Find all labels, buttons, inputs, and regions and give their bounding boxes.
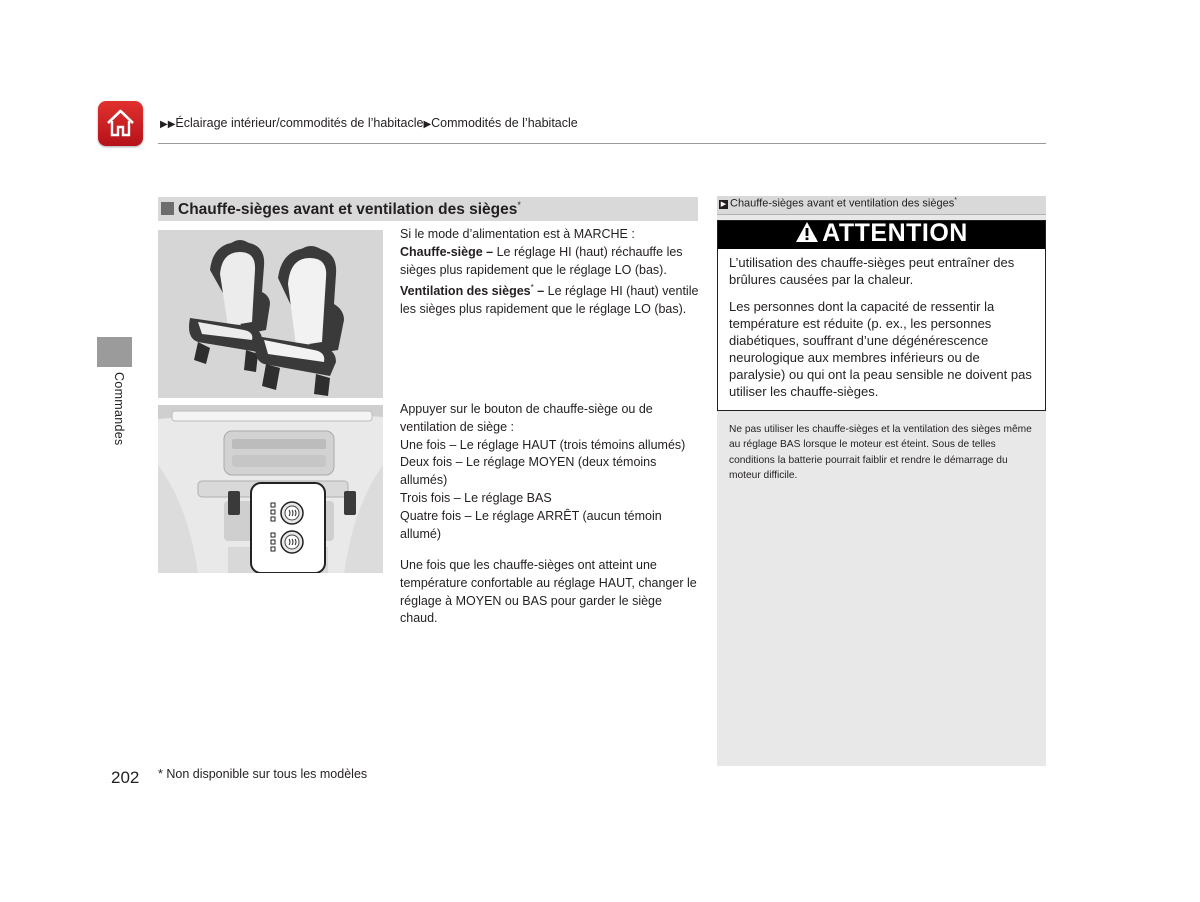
intro-text: Si le mode d’alimentation est à MARCHE : [400,227,635,241]
breadcrumb-link-1[interactable]: Éclairage intérieur/commodités de l’habitacle [175,116,424,130]
warning-paragraph-2: Les personnes dont la capacité de ressentir la température est réduite (p. ex., les personnes diabétiques, souffrant d’une dégénérescence neurologique aux membres inférieurs ou de paralysie) ou qui ont la peau sensible ne doivent pas utiliser les chauffe-sièges. [729,299,1032,399]
warning-triangle-icon [795,221,819,243]
breadcrumb-link-2[interactable]: Commodités de l’habitacle [431,116,578,130]
home-icon [104,107,137,140]
warning-paragraph-1: L’utilisation des chauffe-sièges peut entraîner des brûlures causées par la chaleur. [729,255,1015,287]
home-button[interactable] [98,101,143,146]
press-twice: Deux fois – Le réglage MOYEN (deux témoins allumés) [400,455,657,488]
chapter-tab-label: Commandes [112,372,126,446]
front-seats-illustration [158,230,383,398]
power-mode-paragraph [400,226,700,319]
reference-arrow-icon: ▶ [720,200,727,208]
sidebar-note-title: ▶ Chauffe-sièges avant et ventilation des sièges* [720,197,957,210]
button-press-instructions [400,401,700,543]
breadcrumb [160,116,578,130]
seat-heater-description: Chauffe-siège – Le réglage HI (haut) réchauffe les sièges plus rapidement que le réglage LO (bas). [400,244,683,277]
header-divider [158,143,1046,144]
press-four: Quatre fois – Le réglage ARRÊT (aucun témoin allumé) [400,508,662,541]
breadcrumb-arrow-icon: ▶▶ [160,119,176,130]
page-number: 202 [111,768,140,787]
press-thrice: Trois fois – Le réglage BAS [400,490,552,505]
battery-note: Ne pas utiliser les chauffe-sièges et la ventilation des sièges même au réglage BAS lorsque le moteur est éteint. Sous de telles conditions la batterie pourrait faiblir et rendre le démarrage du moteur difficile. [729,424,1032,481]
chapter-tab[interactable] [97,337,132,367]
warning-title: ATTENTION [718,219,1045,248]
seat-ventilation-description: Ventilation des sièges* – Le réglage HI (haut) ventile les sièges plus rapidement que le réglage LO (bas). [400,283,699,317]
breadcrumb-arrow-icon: ▶ [423,119,432,130]
closing-paragraph: Une fois que les chauffe-sièges ont atteint une température confortable au réglage HAUT, changer le réglage à MOYEN ou BAS pour garder le siège chaud. [400,558,697,626]
section-title: Chauffe-sièges avant et ventilation des sièges* [178,200,521,219]
press-once: Une fois – Le réglage HAUT (trois témoins allumés) [400,437,686,452]
press-intro: Appuyer sur le bouton de chauffe-siège ou de ventilation de siège : [400,402,653,434]
seat-heater-buttons-illustration [158,405,383,573]
section-marker-icon [161,202,174,215]
footnote: * Non disponible sur tous les modèles [158,767,368,781]
